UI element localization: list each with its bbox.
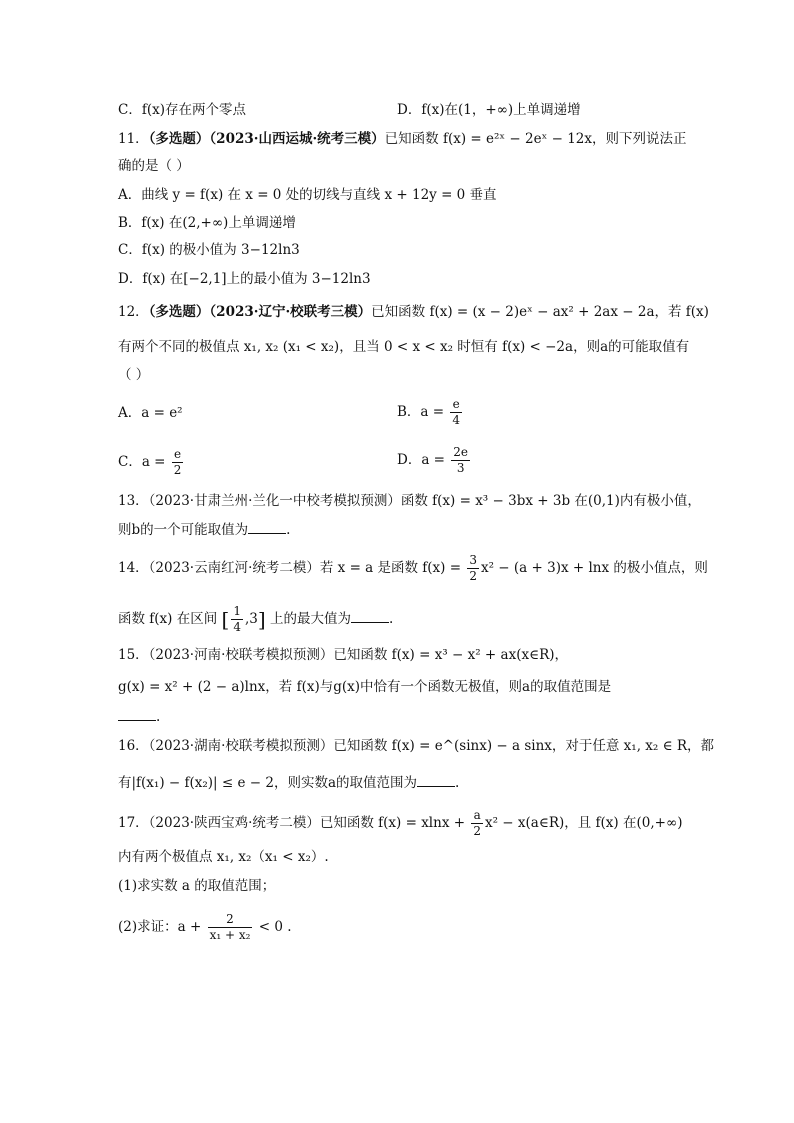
q15-stem-line-2: g(x) = x² + (2 − a)lnx，若 f(x)与g(x)中恰有一个函数无极值，则a的取值范围是: [118, 679, 612, 695]
right-bracket: ]: [257, 607, 266, 632]
fraction-numerator: e: [452, 397, 460, 411]
answer-blank: [118, 706, 156, 721]
q12-option-b-prefix: B．a =: [397, 404, 445, 420]
q11-option-a: A．曲线 y = f(x) 在 x = 0 处的切线与直线 x + 12y = 0 垂直: [118, 187, 497, 203]
q11-option-c: C．f(x) 的极小值为 3−12ln3: [118, 242, 300, 258]
q14-interval-fraction: [231, 604, 243, 635]
q11-stem-line-1: [118, 129, 687, 149]
fraction-denominator: 2: [473, 824, 481, 838]
fraction-numerator: 2: [226, 912, 234, 926]
q14-interval-end: ,3: [244, 611, 258, 627]
q17-fraction: [471, 808, 483, 839]
q13-stem-line-2: [118, 519, 290, 540]
q10-option-d: D．f(x)在(1，+∞)上单调递增: [397, 102, 581, 118]
q15-end: .: [156, 709, 161, 725]
fraction-numerator: e: [174, 447, 182, 461]
q12-tag: （多选题）（2023·辽宁·校联考三模）: [148, 304, 372, 320]
q14-part1: 14．（2023·云南红河·统考二模）若 x = a 是函数 f(x) =: [118, 560, 462, 576]
q17-sub2-pre: (2)求证：a +: [118, 919, 202, 935]
fraction-denominator: 2: [469, 569, 477, 583]
left-bracket: [: [221, 607, 230, 632]
q16-stem-b: 有|f(x₁) − f(x₂)| ≤ e − 2，则实数a的取值范围为: [118, 775, 418, 791]
q13-stem-b: 则b的一个可能取值为: [118, 522, 249, 538]
q12-option-c-prefix: C．a =: [118, 454, 166, 470]
answer-blank: [351, 608, 389, 623]
fraction-numerator: a: [473, 808, 481, 822]
q14-line-b-pre: 函数 f(x) 在区间: [118, 611, 218, 627]
q15-stem-line-1: 15．（2023·河南·校联考模拟预测）已知函数 f(x) = x³ − x² + ax(x∈R)，: [118, 647, 569, 663]
q16-stem-line-2: [118, 772, 459, 793]
q11-number: 11．: [118, 131, 149, 147]
fraction-denominator: 4: [452, 413, 461, 427]
answer-blank: [248, 519, 286, 534]
q12-option-c: [118, 447, 185, 478]
fraction-numerator: 1: [233, 604, 241, 618]
q14-stem-line-1: [118, 553, 708, 584]
q14-fraction: [467, 553, 479, 584]
q12-option-b-fraction: [450, 397, 462, 428]
q13-stem-line-1: 13．（2023·甘肃兰州·兰化一中校考模拟预测）函数 f(x) = x³ − 3bx + 3b 在(0,1)内有极小值，: [118, 493, 701, 509]
answer-blank: [417, 772, 455, 787]
q12-option-d-prefix: D．a =: [397, 452, 445, 468]
q11-option-b: B．f(x) 在(2,+∞)上单调递增: [118, 215, 296, 231]
q14-line-b-end: .: [388, 611, 394, 627]
q12-option-c-fraction: [172, 447, 184, 478]
q12-option-d-fraction: [451, 445, 470, 476]
q10-option-c: C．f(x)存在两个零点: [118, 102, 246, 118]
q17-sub2-post: < 0 .: [258, 919, 292, 935]
q14-part2: x² − (a + 3)x + lnx 的极小值点，则: [480, 560, 708, 576]
q17-subquestion-1: (1)求实数 a 的取值范围；: [118, 878, 276, 894]
q12-stem-line-3: （ ）: [118, 367, 150, 383]
fraction-denominator: 2: [173, 463, 182, 477]
q12-stem-line-1: [118, 302, 709, 322]
q15-stem-line-3: [118, 706, 160, 727]
fraction-numerator: 2e: [453, 445, 469, 459]
q13-stem-b-end: .: [286, 522, 291, 538]
q17-part2: x² − x(a∈R)，且 f(x) 在(0,+∞): [484, 815, 683, 831]
q12-stem-a: 已知函数 f(x) = (x − 2)eˣ − ax² + 2ax − 2a，若 f(x): [371, 304, 709, 320]
fraction-numerator: 3: [469, 553, 477, 567]
q12-stem-line-2: 有两个不同的极值点 x₁, x₂ (x₁ < x₂)，且当 0 < x < x₂ 时恒有 f(x) < −2a，则a的可能取值有: [118, 339, 690, 355]
q16-stem-b-end: .: [455, 775, 460, 791]
q14-line-b-post: 上的最大值为: [269, 611, 351, 627]
q11-stem-a: 已知函数 f(x) = e²ˣ − 2eˣ − 12x，则下列说法正: [384, 131, 687, 147]
q12-option-b: [397, 397, 464, 428]
q11-stem-line-2: 确的是（ ）: [118, 158, 190, 174]
q14-stem-line-2: [118, 604, 393, 635]
q17-stem-line-1: [118, 808, 682, 839]
q12-option-a: A．a = e²: [118, 405, 183, 421]
q11-option-d: D．f(x) 在[−2,1]上的最小值为 3−12ln3: [118, 271, 371, 287]
fraction-denominator: x₁ + x₂: [209, 928, 251, 942]
fraction-denominator: 3: [451, 460, 470, 476]
q17-subquestion-2: [118, 912, 292, 943]
q17-sub2-fraction: [208, 912, 253, 943]
q17-stem-line-2: 内有两个极值点 x₁, x₂（x₁ < x₂）.: [118, 849, 329, 865]
q12-option-d: [397, 445, 472, 476]
q17-part1: 17．（2023·陕西宝鸡·统考二模）已知函数 f(x) = xlnx +: [118, 815, 466, 831]
fraction-denominator: 4: [233, 620, 241, 634]
q12-number: 12．: [118, 304, 149, 320]
q11-tag: （多选题）（2023·山西运城·统考三模）: [148, 131, 385, 147]
q16-stem-line-1: 16．（2023·湖南·校联考模拟预测）已知函数 f(x) = e^(sinx) − a sinx，对于任意 x₁, x₂ ∈ R，都: [118, 738, 715, 754]
